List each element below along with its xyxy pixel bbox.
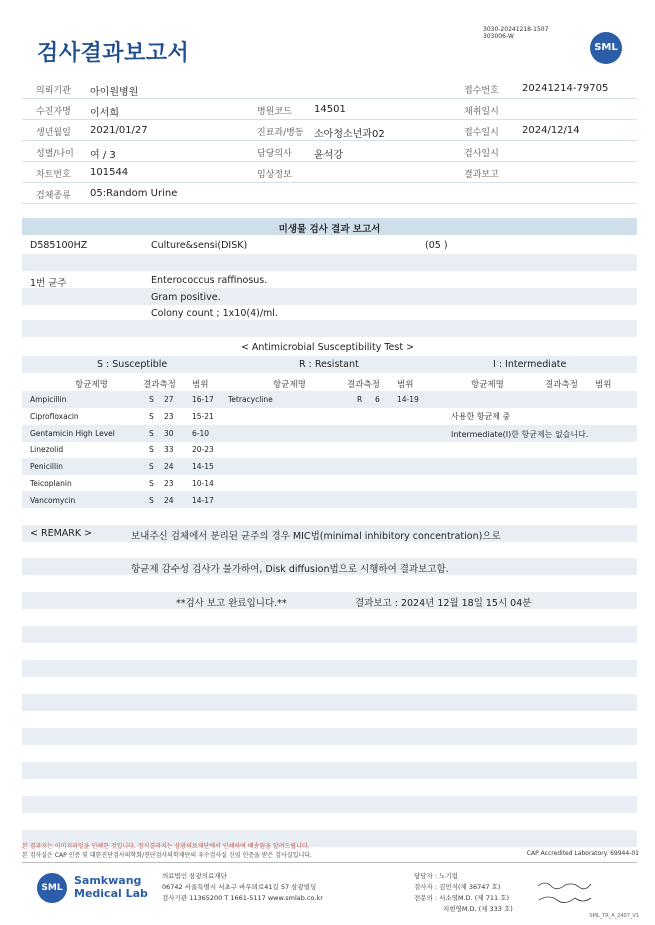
antibiotic-value: 6 — [375, 395, 380, 404]
antibiotic-value: 23 — [164, 412, 174, 421]
report-completed: **검사 보고 완료입니다.** — [176, 598, 287, 609]
antibiotic-range: 14-15 — [192, 462, 214, 471]
intermediate-note-1: 사용한 항균제 중 — [451, 412, 511, 421]
specimen-label: 검체종류 — [36, 191, 71, 201]
antibiotic-range: 6-10 — [192, 429, 210, 438]
antibiotic-interp: S — [149, 412, 154, 421]
col-drug-header: 항균제명 — [471, 380, 504, 390]
certification-note: 본 검사실은 CAP 인증 및 대한진단검사의학회/진단검사의학재단의 우수검사실 신임 인증을 받은 검사실입니다. — [22, 852, 312, 859]
stripe — [22, 320, 637, 337]
section-title: 미생물 검사 결과 보고서 — [278, 224, 381, 235]
patient-value: 이서희 — [90, 108, 119, 119]
staff-manager: 담당자 : 노기림 — [414, 872, 458, 880]
cap-accreditation: CAP Accredited Laboratory. 69944-01 — [526, 850, 639, 857]
test-name: Culture&sensi(DISK) — [151, 240, 248, 251]
brand-name — [74, 874, 148, 900]
antibiotic-name: Penicillin — [30, 462, 63, 471]
foundation-name: 의료법인 삼광의료재단 — [162, 872, 227, 880]
report-label: 결과보고 — [464, 170, 499, 180]
antibiotic-range: 14-19 — [397, 395, 419, 404]
brand-name-line-1: Samkwang — [74, 874, 142, 887]
antibiotic-range: 15-21 — [192, 412, 214, 421]
remark-line-1: 보내주신 검체에서 분리된 균주의 경우 MIC법(minimal inhibitory concentration)으로 — [131, 531, 501, 542]
col-range-header: 범위 — [397, 380, 414, 390]
stripe — [22, 694, 637, 711]
staff-specialist-1: 전문의 : 서소영M.D. (제 711 호) — [414, 894, 509, 902]
sex-age-value: 여 / 3 — [90, 150, 116, 161]
antibiotic-name: Ciprofloxacin — [30, 412, 79, 421]
antibiotic-interp: S — [149, 496, 154, 505]
antibiotic-interp: S — [149, 429, 154, 438]
col-result-header: 결과측정 — [545, 380, 578, 390]
staff-specialist-2: 지현영M.D. (제 333 호) — [443, 905, 513, 913]
report-time: 결과보고 : 2024년 12월 18일 15시 04분 — [355, 598, 532, 609]
specimen-value: 05:Random Urine — [90, 188, 178, 199]
stripe — [22, 728, 637, 745]
stripe — [22, 626, 637, 643]
remark-label: < REMARK > — [30, 528, 93, 539]
antibiotic-value: 27 — [164, 395, 174, 404]
col-drug-header: 항균제명 — [75, 380, 108, 390]
legend-intermediate: I : Intermediate — [493, 359, 567, 370]
stripe — [22, 491, 637, 508]
stripe — [22, 458, 637, 475]
col-result-header: 결과측정 — [347, 380, 380, 390]
document-code-1: 3030-20241218-1507 — [483, 26, 549, 33]
contact-info: 검사기관 11365200 T 1661-5117 www.smlab.co.kr — [162, 894, 323, 902]
receipt-no-label: 접수번호 — [464, 86, 499, 96]
antibiotic-interp: S — [149, 462, 154, 471]
doctor-label: 담당의사 — [257, 149, 292, 159]
brand-name-line-2: Medical Lab — [74, 887, 148, 900]
col-range-header: 범위 — [595, 380, 612, 390]
receipt-no-value: 20241214-79705 — [522, 83, 609, 94]
receipt-date-label: 접수일시 — [464, 128, 499, 138]
institution-value: 아이원병원 — [90, 87, 139, 98]
col-range-header: 범위 — [192, 380, 209, 390]
form-code: SML_TR_A_2407_V1 — [589, 913, 639, 919]
antibiotic-range: 16-17 — [192, 395, 214, 404]
stripe — [22, 660, 637, 677]
test-number: (05 ) — [425, 240, 448, 251]
antibiotic-value: 24 — [164, 462, 174, 471]
address: 06742 서울특별시 서초구 바우뫼로41길 57 삼광빌딩 — [162, 883, 317, 891]
antibiotic-interp: S — [149, 479, 154, 488]
staff-tester: 검사자 : 김민식(제 36747 호) — [414, 883, 501, 891]
stripe — [22, 592, 637, 609]
dob-value: 2021/01/27 — [90, 125, 148, 136]
info-row — [22, 183, 637, 204]
test-code: D585100HZ — [30, 240, 88, 251]
test-date-label: 검사일시 — [464, 149, 499, 159]
dept-label: 진료과/병동 — [257, 128, 304, 138]
antibiotic-name: Ampicillin — [30, 395, 67, 404]
chart-no-value: 101544 — [90, 167, 129, 178]
antibiotic-name: Vancomycin — [30, 496, 76, 505]
page-title: 검사결과보고서 — [37, 41, 190, 66]
hospital-code-label: 병원코드 — [257, 107, 292, 117]
legend-susceptible: S : Susceptible — [97, 359, 168, 370]
isolate-label: 1번 균주 — [30, 278, 67, 289]
legend-resistant: R : Resistant — [299, 359, 359, 370]
stripe — [22, 762, 637, 779]
antibiotic-value: 33 — [164, 445, 174, 454]
info-row — [22, 141, 637, 162]
institution-label: 의뢰기관 — [36, 86, 71, 96]
antibiotic-range: 10-14 — [192, 479, 214, 488]
document-code-2: 303006-W — [483, 33, 514, 40]
info-row — [22, 162, 637, 183]
hospital-code-value: 14501 — [314, 104, 346, 115]
antibiotic-value: 30 — [164, 429, 174, 438]
colony-count: Colony count ; 1x10(4)/ml. — [151, 308, 278, 319]
remark-line-2: 항균제 감수성 검사가 불가하여, Disk diffusion법으로 시행하여 결과보고함. — [131, 564, 449, 575]
sampling-date-label: 채취일시 — [464, 107, 499, 117]
stripe — [22, 288, 637, 305]
info-row — [22, 78, 637, 99]
print-warning: 본 결과지는 이미지파일을 인쇄한 것입니다. 정식결과지는 삼광의료재단에서 인쇄하여 배송됨을 알려드립니다. — [22, 843, 310, 850]
footer-divider — [22, 862, 637, 863]
info-row — [22, 99, 637, 120]
sml-logo-icon: SML — [37, 873, 67, 903]
stripe — [22, 254, 637, 271]
chart-no-label: 차트번호 — [36, 170, 71, 180]
stripe — [22, 391, 637, 408]
ast-title: < Antimicrobial Susceptibility Test > — [240, 342, 415, 353]
col-drug-header: 항균제명 — [273, 380, 306, 390]
antibiotic-interp: R — [357, 395, 363, 404]
antibiotic-interp: S — [149, 395, 154, 404]
dob-label: 생년월일 — [36, 128, 71, 138]
sex-age-label: 성별/나이 — [36, 149, 74, 159]
sml-logo-icon: SML — [590, 32, 622, 64]
gram-stain: Gram positive. — [151, 292, 221, 303]
antibiotic-name: Tetracycline — [228, 395, 273, 404]
antibiotic-value: 24 — [164, 496, 174, 505]
dept-value: 소아청소년과02 — [314, 129, 385, 140]
antibiotic-name: Linezolid — [30, 445, 64, 454]
organism-name: Enterococcus raffinosus. — [151, 275, 268, 286]
doctor-value: 윤석강 — [314, 150, 343, 161]
col-result-header: 결과측정 — [143, 380, 176, 390]
antibiotic-range: 20-23 — [192, 445, 214, 454]
antibiotic-name: Gentamicin High Level — [30, 429, 115, 438]
patient-label: 수진자명 — [36, 107, 71, 117]
clinical-label: 임상정보 — [257, 170, 292, 180]
antibiotic-range: 14-17 — [192, 496, 214, 505]
patient-info-table — [22, 78, 637, 204]
document-code — [483, 26, 563, 40]
info-row — [22, 120, 637, 141]
receipt-date-value: 2024/12/14 — [522, 125, 580, 136]
antibiotic-value: 23 — [164, 479, 174, 488]
intermediate-note-2: Intermediate(I)한 항균제는 없습니다. — [451, 430, 589, 439]
antibiotic-name: Teicoplanin — [30, 479, 72, 488]
antibiotic-interp: S — [149, 445, 154, 454]
stripe — [22, 796, 637, 813]
signature-icon — [535, 878, 595, 910]
